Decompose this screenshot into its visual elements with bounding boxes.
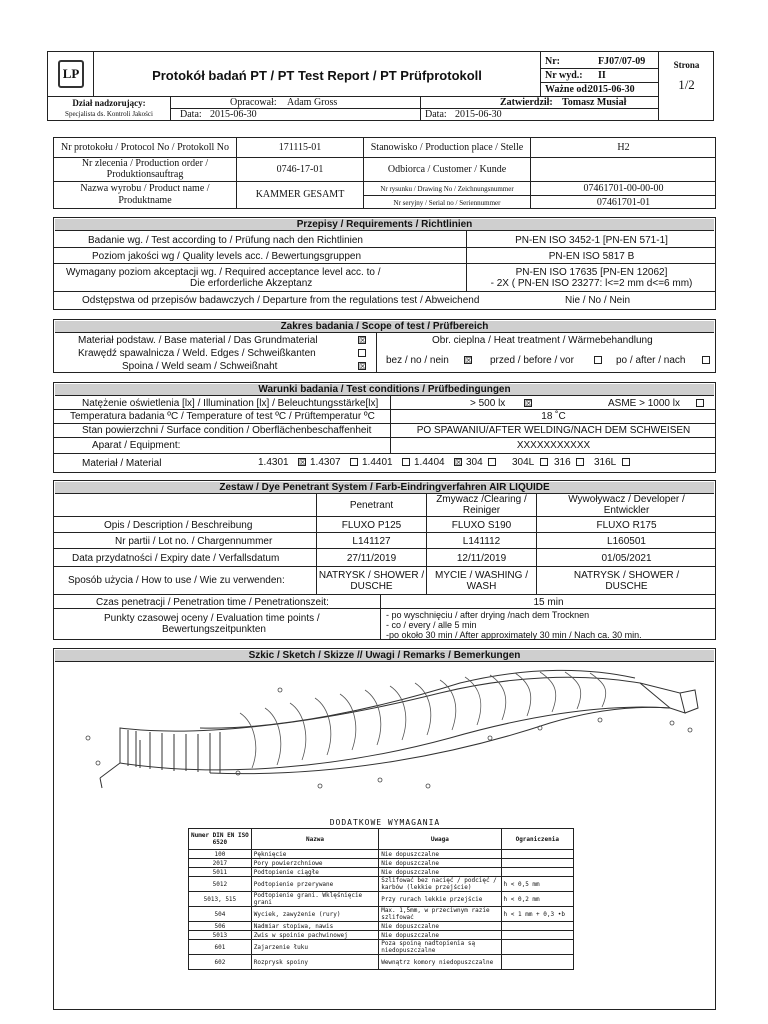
usage-developer-2: DUSCHE: [605, 581, 648, 592]
page-label: Strona: [673, 60, 700, 70]
table-cell: h < 0,5 mm: [501, 877, 573, 892]
base-material-checkbox[interactable]: ☒: [359, 336, 367, 345]
product-label: Nazwa wyrobu / Product name /: [80, 183, 210, 194]
requirements-title: Przepisy / Requirements / Richtlinien: [55, 219, 714, 231]
asme-checkbox[interactable]: [696, 399, 704, 407]
department-value: Specjalista ds. Kontroli Jakości: [65, 110, 153, 118]
table-cell: Nie dopuszczalne: [379, 922, 501, 931]
description-penetrant: FLUXO P125: [341, 520, 402, 531]
nr-label: Nr:: [545, 56, 560, 67]
sketch-title: Szkic / Sketch / Skizze // Uwagi / Remarks / Bemerkungen: [55, 650, 714, 662]
approved-by-value: Tomasz Musiał: [562, 97, 627, 108]
table-cell: Podtopienie ciągłe: [251, 868, 378, 877]
table-cell: 5013: [189, 931, 252, 940]
heat-treatment-label: Obr. cieplna / Heat treatment / Wärmebehandlung: [432, 335, 653, 346]
logo-text: LP: [62, 66, 80, 81]
nr-wyd-value: II: [598, 70, 606, 81]
place-value: H2: [617, 142, 630, 153]
temperature-value: 18 ˚C: [541, 411, 566, 422]
col-developer-2: Entwickler: [603, 505, 650, 516]
acceptance-value: PN-EN ISO 17635 [PN-EN 12062]: [515, 267, 668, 278]
table-cell: Poza spoiną nadtopienia są niedopuszczalne: [379, 940, 501, 955]
table-cell: 506: [189, 922, 252, 931]
protocol-label: Nr protokołu / Protocol No / Protokoll No: [60, 142, 230, 153]
acceptance-value-2: - 2X ( PN-EN ISO 23277: l<=2 mm d<=6 mm): [490, 278, 693, 289]
nr-value: FJ07/07-09: [598, 56, 646, 67]
table-cell: Szlifować bez nacięć / podcięć / karbów (lekkie przejście): [379, 877, 501, 892]
col-clearing: Zmywacz /Clearing /: [436, 494, 527, 505]
approved-by-label: Zatwierdził:: [500, 97, 553, 108]
weld-edges-checkbox[interactable]: [358, 349, 366, 357]
deviation-label: Odstępstwa od przepisów badawczych / Departure from the regulations test / Abweichend: [82, 295, 480, 306]
order-label: Nr zlecenia / Production order /: [81, 158, 209, 169]
surface-label: Stan powierzchni / Surface condition / Oberflächenbeschaffenheit: [82, 425, 372, 436]
col-penetrant: Penetrant: [349, 500, 394, 511]
evaluation-label: Punkty czasowej oceny / Evaluation time points /: [104, 613, 320, 624]
table-cell: 2017: [189, 859, 252, 868]
description-clearing: FLUXO S190: [451, 520, 512, 531]
table-cell: Max. 1,5mm, w przeciwnym razie szlifować: [379, 907, 501, 922]
table-row: [189, 922, 574, 931]
table-row: [189, 931, 574, 940]
material-options: [258, 456, 698, 470]
usage-developer: NATRYSK / SHOWER /: [573, 570, 680, 581]
table-row: [189, 850, 574, 859]
evaluation-point-2: - co / every / alle 5 min: [386, 620, 477, 630]
deviation-value: Nie / No / Nein: [565, 295, 631, 306]
table-row: [189, 955, 574, 970]
table-cell: 504: [189, 907, 252, 922]
expiry-clearing: 12/11/2019: [456, 553, 507, 564]
material-option-label: 316: [554, 457, 571, 468]
scope-title: Zakres badania / Scope of test / Prüfbereich: [55, 321, 714, 333]
material-option-checkbox[interactable]: [350, 458, 358, 466]
serial-value: 07461701-01: [596, 197, 651, 208]
chamber-sketch: [80, 668, 700, 798]
nr-wyd-label: Nr wyd.:: [545, 70, 583, 81]
extra-requirements-table: [188, 828, 574, 970]
table-cell: [501, 922, 573, 931]
table-row: [189, 877, 574, 892]
description-label: Opis / Description / Beschreibung: [104, 520, 253, 531]
table-cell: Pęknięcie: [251, 850, 378, 859]
page-number: 1/2: [678, 77, 695, 92]
table-row: [189, 907, 574, 922]
acceptance-label-2: Die erforderliche Akzeptanz: [190, 278, 313, 289]
place-label: Stanowisko / Production place / Stelle: [370, 142, 524, 153]
quality-level-value: PN-EN ISO 5817 B: [548, 251, 635, 262]
col-clearing-2: Reiniger: [462, 505, 501, 516]
table-cell: Rozprysk spoiny: [251, 955, 378, 970]
material-option-checkbox[interactable]: [540, 458, 548, 466]
date1-label: Data:: [180, 109, 202, 120]
col-remark: Uwaga: [379, 829, 501, 850]
material-option-checkbox[interactable]: [488, 458, 496, 466]
date1-value: 2015-06-30: [210, 109, 257, 120]
table-cell: Podtopienie grani. Wklęśnięcie grani: [251, 892, 378, 907]
table-cell: Pory powierzchniowe: [251, 859, 378, 868]
lot-penetrant: L141127: [352, 536, 391, 547]
table-cell: 5012: [189, 877, 252, 892]
table-cell: Nadmiar stopiwa, nawis: [251, 922, 378, 931]
table-cell: [501, 868, 573, 877]
base-material-label: Materiał podstaw. / Base material / Das Grundmaterial: [78, 335, 318, 346]
table-cell: 5013, 515: [189, 892, 252, 907]
extra-requirements-title: DODATKOWE WYMAGANIA: [329, 818, 441, 827]
material-option-label: 316L: [594, 457, 617, 468]
conditions-title: Warunki badania / Test conditions / Prüfbedingungen: [55, 384, 714, 396]
wazne-value: 2015-06-30: [588, 84, 635, 95]
material-option-label: 1.4404: [414, 457, 445, 468]
material-label: Materiał / Material: [82, 458, 162, 469]
table-cell: 601: [189, 940, 252, 955]
table-row: [189, 892, 574, 907]
material-option-checkbox[interactable]: [402, 458, 410, 466]
heat-after-label: po / after / nach: [616, 355, 686, 366]
usage-clearing: MYCIE / WASHING /: [435, 570, 528, 581]
customer-label: Odbiorca / Customer / Kunde: [387, 164, 507, 175]
usage-penetrant-2: DUSCHE: [350, 581, 393, 592]
order-label-2: Produktionsauftrag: [106, 169, 184, 180]
evaluation-point-1: - po wyschnięciu / after drying /nach dem Trocknen: [386, 610, 590, 620]
document-title: Protokół badań PT / PT Test Report / PT Prüfprotokoll: [152, 68, 482, 83]
table-cell: Wyciek, zawyżenie (rury): [251, 907, 378, 922]
illumination-label: Natężenie oświetlenia [lx] / Illumination [lx] / Beleuchtungsstärke[lx]: [82, 398, 379, 409]
table-cell: Zajarzenie łuku: [251, 940, 378, 955]
table-row: [189, 868, 574, 877]
table-cell: [501, 940, 573, 955]
serial-label: Nr seryjny / Serial no / Seriennummer: [393, 199, 501, 207]
product-value: KAMMER GESAMT: [255, 189, 345, 200]
col-din-number: Numer DIN EN ISO 6520: [189, 829, 252, 850]
description-developer: FLUXO R175: [596, 520, 657, 531]
material-option-label: 1.4301: [258, 457, 289, 468]
weld-seam-label: Spoina / Weld seam / Schweißnaht: [122, 361, 278, 372]
table-cell: [501, 955, 573, 970]
expiry-developer: 01/05/2021: [601, 553, 652, 564]
table-cell: Nie dopuszczalne: [379, 868, 501, 877]
department-label: Dział nadzorujący:: [72, 98, 146, 108]
col-name: Nazwa: [251, 829, 378, 850]
evaluation-label-2: Bewertungszeitpunkten: [162, 624, 266, 635]
quality-level-label: Poziom jakości wg / Quality levels acc. / Bewertungsgruppen: [92, 251, 362, 262]
order-value: 0746-17-01: [276, 164, 324, 175]
company-logo: [58, 60, 84, 88]
table-cell: h < 0,2 mm: [501, 892, 573, 907]
heat-none-checkbox[interactable]: ☒: [465, 356, 473, 365]
prepared-by-value: Adam Gross: [287, 97, 338, 108]
table-cell: [501, 931, 573, 940]
table-cell: Wewnątrz komory niedopuszczalne: [379, 955, 501, 970]
dye-system-title: Zestaw / Dye Penetrant System / Farb-Eindringverfahren AIR LIQUIDE: [55, 482, 714, 494]
table-cell: Nie dopuszczalne: [379, 859, 501, 868]
table-cell: Nie dopuszczalne: [379, 931, 501, 940]
table-cell: Nie dopuszczalne: [379, 850, 501, 859]
illumination-value: > 500 lx: [470, 398, 506, 409]
usage-label: Sposób użycia / How to use / Wie zu verwenden:: [68, 575, 285, 586]
table-cell: [501, 850, 573, 859]
col-developer: Wywoływacz / Developer /: [568, 494, 685, 505]
date2-label: Data:: [425, 109, 447, 120]
expiry-label: Data przydatności / Expiry date / Verfallsdatum: [72, 553, 280, 564]
material-option-checkbox[interactable]: [622, 458, 630, 466]
table-cell: 5011: [189, 868, 252, 877]
penetration-time-label: Czas penetracji / Penetration time / Penetrationszeit:: [96, 597, 329, 608]
table-cell: Podtopienie przerywane: [251, 877, 378, 892]
wazne-label: Ważne od:: [545, 84, 591, 95]
acceptance-label: Wymagany poziom akceptacji wg. / Required acceptance level acc. to /: [66, 267, 381, 278]
table-cell: h < 1 mm + 0,3 •b: [501, 907, 573, 922]
table-row: [189, 859, 574, 868]
weld-seam-checkbox[interactable]: ☒: [359, 362, 367, 371]
usage-penetrant: NATRYSK / SHOWER /: [318, 570, 425, 581]
equipment-label: Aparat / Equipment:: [92, 440, 181, 451]
material-option-label: 1.4307: [310, 457, 341, 468]
material-option-label: 1.4401: [362, 457, 393, 468]
lot-label: Nr partii / Lot no. / Chargennummer: [115, 536, 273, 547]
table-cell: Przy rurach lekkie przejście: [379, 892, 501, 907]
test-standard-label: Badanie wg. / Test according to / Prüfung nach den Richtlinien: [88, 235, 363, 246]
heat-after-checkbox[interactable]: [702, 356, 710, 364]
test-standard-value: PN-EN ISO 3452-1 [PN-EN 571-1]: [515, 235, 668, 246]
material-option-label: 304: [466, 457, 483, 468]
penetration-time-value: 15 min: [533, 597, 564, 608]
prepared-by-label: Opracował:: [230, 97, 277, 108]
heat-before-checkbox[interactable]: [594, 356, 602, 364]
table-row: [189, 940, 574, 955]
material-option-checkbox[interactable]: [576, 458, 584, 466]
drawing-value: 07461701-00-00-00: [583, 183, 664, 194]
table-cell: [501, 859, 573, 868]
table-cell: Zwis w spoinie pachwinowej: [251, 931, 378, 940]
protocol-value: 171115-01: [278, 142, 322, 153]
usage-clearing-2: WASH: [466, 581, 497, 592]
heat-before-label: przed / before / vor: [490, 355, 574, 366]
drawing-label: Nr rysunku / Drawing No / Zeichnungsnummer: [380, 185, 514, 193]
table-cell: 602: [189, 955, 252, 970]
surface-value: PO SPAWANIU/AFTER WELDING/NACH DEM SCHWEISEN: [416, 425, 691, 436]
lot-clearing: L141112: [462, 536, 501, 547]
col-limits: Ograniczenia: [501, 829, 573, 850]
heat-none-label: bez / no / nein: [386, 355, 449, 366]
illumination-checkbox[interactable]: ☒: [525, 399, 533, 408]
product-label-2: Produktname: [118, 195, 172, 206]
material-option-checkbox[interactable]: ☒: [299, 458, 307, 467]
evaluation-point-3: -po około 30 min / After approximately 30 min / Nach ca. 30 min.: [386, 630, 642, 640]
material-option-label: 304L: [512, 457, 535, 468]
expiry-penetrant: 27/11/2019: [346, 553, 397, 564]
weld-edges-label: Krawędź spawalnicza / Weld. Edges / Schweißkanten: [78, 348, 316, 359]
date2-value: 2015-06-30: [455, 109, 502, 120]
table-cell: 100: [189, 850, 252, 859]
lot-developer: L160501: [607, 536, 646, 547]
temperature-label: Temperatura badania ºC / Temperature of test ºC / Prüftemperatur ºC: [70, 411, 375, 422]
asme-value: ASME > 1000 lx: [608, 398, 680, 409]
equipment-value: XXXXXXXXXXX: [516, 440, 591, 451]
material-option-checkbox[interactable]: ☒: [455, 458, 463, 467]
